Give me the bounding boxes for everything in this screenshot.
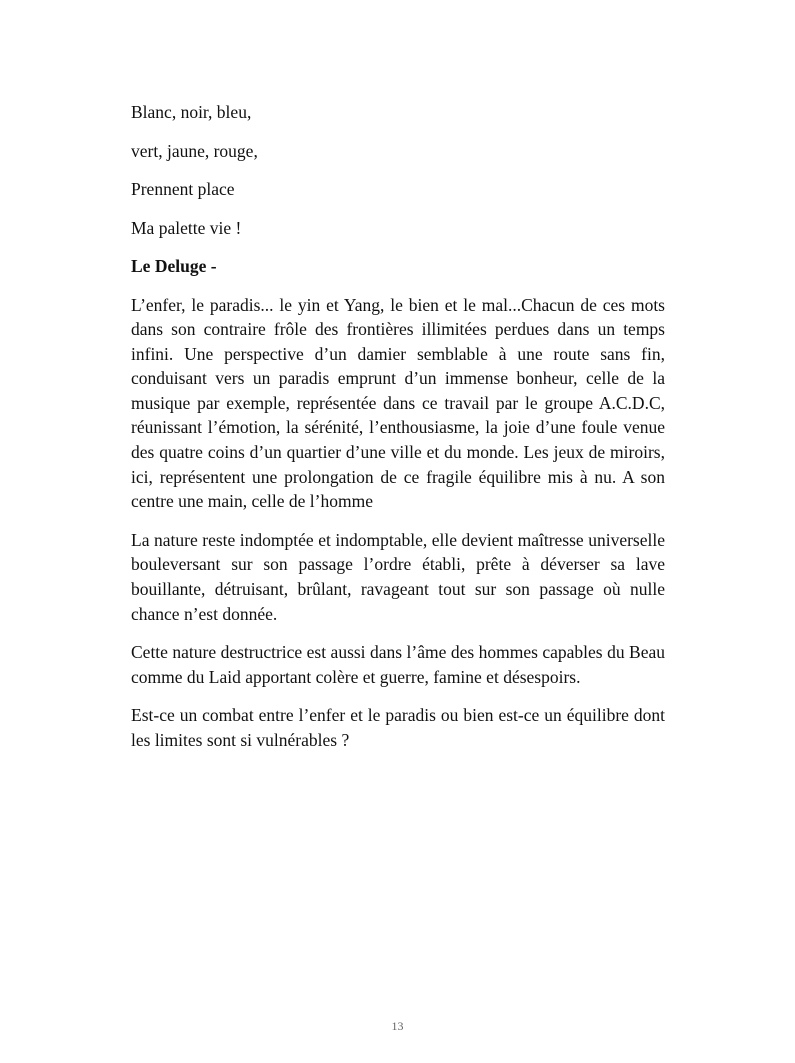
section-title: Le Deluge - [131, 256, 217, 276]
paragraph-1: L’enfer, le paradis... le yin et Yang, le bien et le mal...Chacun de ces mots dans son contraire frôle des frontières illimitées perdues dans un temps infini. Une perspective d’un damier semblable à une route sans fin, conduisant vers un paradis emprunt d’un immense bonheur, celle de la musique par exemple, représentée dans ce travail par le groupe A.C.D.C, réunissant l’émotion, la sérénité, l’enthousiasme, la joie d’une foule venue des quatre coins d’un quartier d’une ville et du monde. Les jeux de miroirs, ici, représentent une prolongation de ce fragile équilibre mis à nu. A son centre une main, celle de l’homme [131, 294, 665, 512]
poem-line-1: Blanc, noir, bleu, [131, 102, 252, 122]
paragraph-3: Cette nature destructrice est aussi dans l’âme des hommes capables du Beau comme du Laid apportant colère et guerre, famine et désespoirs. [131, 642, 665, 687]
poem-line-3: Prennent place [131, 179, 235, 199]
poem-line-2: vert, jaune, rouge, [131, 140, 258, 161]
page-number: 13 [391, 1019, 404, 1033]
paragraph-2: La nature reste indomptée et indomptable, elle devient maîtresse universelle bouleversant sur son passage l’ordre établi, prête à déverser sa lave bouillante, détruisant, brûlant, ravageant tout sur son passage où nulle chance n’est donnée. [131, 529, 665, 624]
poem-line-4: Ma palette vie ! [131, 217, 242, 238]
body-text [131, 100, 665, 767]
paragraph-4: Est-ce un combat entre l’enfer et le paradis ou bien est-ce un équilibre dont les limites sont si vulnérables ? [131, 705, 665, 750]
